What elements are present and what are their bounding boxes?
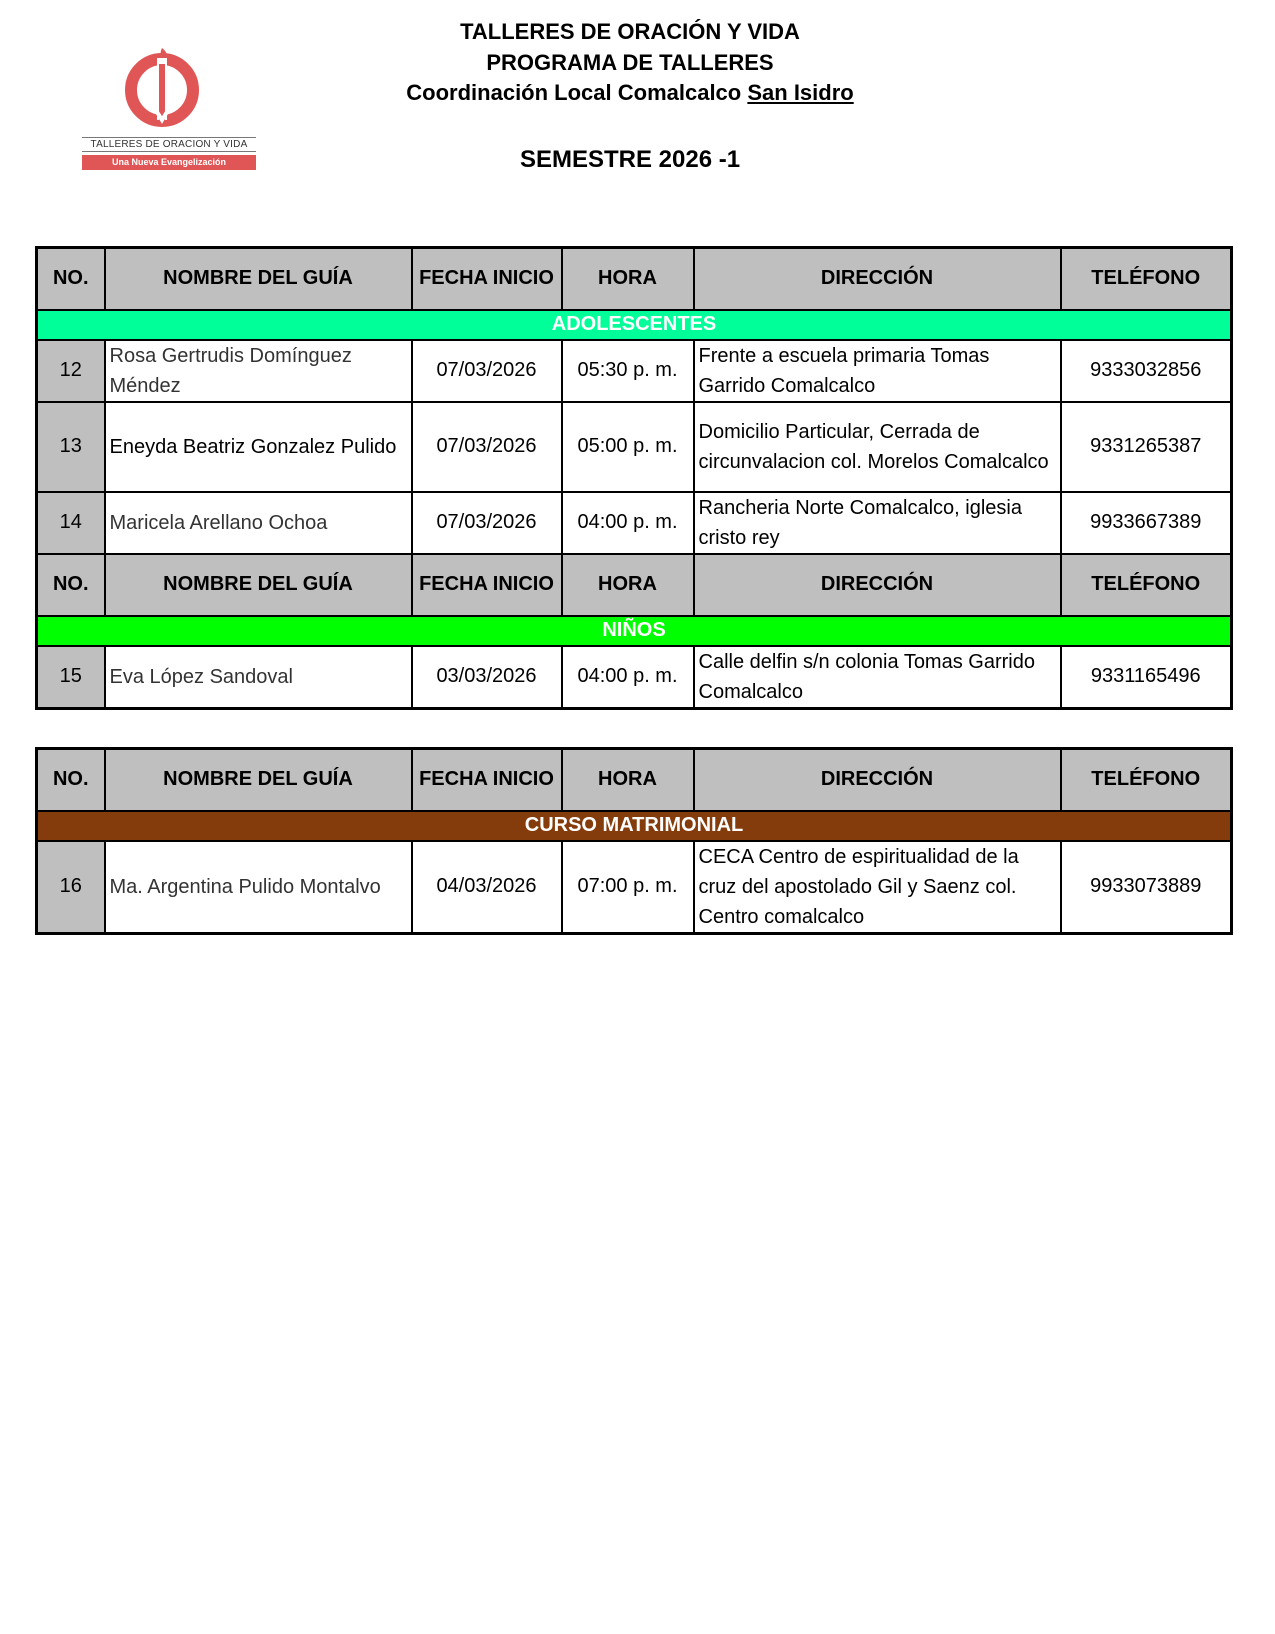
- section-row-ninos: [37, 616, 1232, 646]
- logo-caption: TALLERES DE ORACION Y VIDA: [82, 137, 256, 152]
- section-row-matrimonial: [37, 811, 1232, 841]
- col-header-address: DIRECCIÓN: [694, 554, 1061, 616]
- col-header-date: FECHA INICIO: [412, 248, 562, 310]
- row-start-date: 03/03/2026: [412, 646, 562, 709]
- row-phone: 9933073889: [1061, 841, 1232, 934]
- table-row: [37, 646, 1232, 709]
- semester-title: SEMESTRE 2026 -1: [519, 146, 741, 173]
- row-no: 12: [37, 340, 105, 402]
- row-guide-name: Ma. Argentina Pulido Montalvo: [105, 841, 412, 934]
- row-guide-name: Eneyda Beatriz Gonzalez Pulido: [105, 402, 412, 492]
- section-title-ninos: NIÑOS: [37, 616, 1232, 646]
- table-row: [37, 340, 1232, 402]
- flame-cross-icon: [131, 48, 193, 121]
- col-header-time: HORA: [562, 248, 694, 310]
- col-header-time: HORA: [562, 554, 694, 616]
- row-phone: 9933667389: [1061, 492, 1232, 554]
- row-guide-name: Rosa Gertrudis Domínguez Méndez: [105, 340, 412, 402]
- col-header-name: NOMBRE DEL GUÍA: [105, 248, 412, 310]
- row-address: Frente a escuela primaria Tomas Garrido Comalcalco: [694, 340, 1061, 402]
- row-start-date: 07/03/2026: [412, 402, 562, 492]
- schedule-table-main: [35, 246, 1233, 710]
- doc-title: TALLERES DE ORACIÓN Y VIDA: [460, 19, 800, 44]
- col-header-no: NO.: [37, 749, 105, 811]
- row-guide-name: Maricela Arellano Ochoa: [105, 492, 412, 554]
- col-header-no: NO.: [37, 248, 105, 310]
- row-guide-name: Eva López Sandoval: [105, 646, 412, 709]
- row-time: 04:00 p. m.: [562, 492, 694, 554]
- coordination-place: San Isidro: [747, 80, 854, 105]
- doc-subtitle: PROGRAMA DE TALLERES: [486, 50, 774, 75]
- logo-tagline: Una Nueva Evangelización: [82, 155, 256, 170]
- col-header-time: HORA: [562, 749, 694, 811]
- row-no: 13: [37, 402, 105, 492]
- col-header-address: DIRECCIÓN: [694, 248, 1061, 310]
- coordination-line: [330, 77, 930, 108]
- schedule-table-matrimonial: [35, 747, 1233, 935]
- col-header-name: NOMBRE DEL GUÍA: [105, 749, 412, 811]
- header-row: [37, 749, 1232, 811]
- col-header-name: NOMBRE DEL GUÍA: [105, 554, 412, 616]
- table-row: [37, 492, 1232, 554]
- row-no: 14: [37, 492, 105, 554]
- coordination-prefix: Coordinación Local Comalcalco: [406, 80, 748, 105]
- row-start-date: 04/03/2026: [412, 841, 562, 934]
- row-address: CECA Centro de espiritualidad de la cruz del apostolado Gil y Saenz col. Centro comalcalco: [694, 841, 1061, 934]
- section-title-adolescentes: ADOLESCENTES: [37, 310, 1232, 340]
- row-address: Rancheria Norte Comalcalco, iglesia cristo rey: [694, 492, 1061, 554]
- section-title-matrimonial: CURSO MATRIMONIAL: [37, 811, 1232, 841]
- col-header-address: DIRECCIÓN: [694, 749, 1061, 811]
- header-row: [37, 248, 1232, 310]
- row-time: 07:00 p. m.: [562, 841, 694, 934]
- row-time: 04:00 p. m.: [562, 646, 694, 709]
- header-row: [37, 554, 1232, 616]
- row-phone: 9331265387: [1061, 402, 1232, 492]
- col-header-phone: TELÉFONO: [1061, 248, 1232, 310]
- col-header-no: NO.: [37, 554, 105, 616]
- row-no: 16: [37, 841, 105, 934]
- row-address: Domicilio Particular, Cerrada de circunvalacion col. Morelos Comalcalco: [694, 402, 1061, 492]
- col-header-phone: TELÉFONO: [1061, 554, 1232, 616]
- row-phone: 9331165496: [1061, 646, 1232, 709]
- row-time: 05:30 p. m.: [562, 340, 694, 402]
- row-time: 05:00 p. m.: [562, 402, 694, 492]
- col-header-date: FECHA INICIO: [412, 749, 562, 811]
- section-row-adolescentes: [37, 310, 1232, 340]
- row-no: 15: [37, 646, 105, 709]
- row-phone: 9333032856: [1061, 340, 1232, 402]
- row-address: Calle delfin s/n colonia Tomas Garrido Comalcalco: [694, 646, 1061, 709]
- table-row: [37, 841, 1232, 934]
- table-row: [37, 402, 1232, 492]
- row-start-date: 07/03/2026: [412, 340, 562, 402]
- col-header-date: FECHA INICIO: [412, 554, 562, 616]
- col-header-phone: TELÉFONO: [1061, 749, 1232, 811]
- row-start-date: 07/03/2026: [412, 492, 562, 554]
